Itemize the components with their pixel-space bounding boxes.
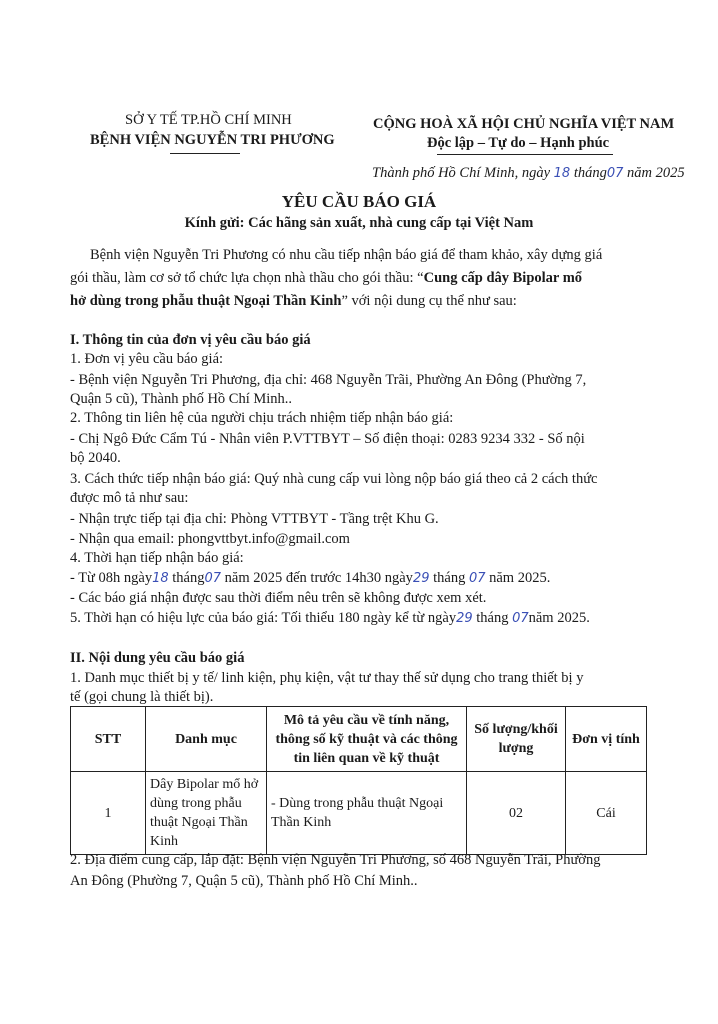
intro-text: gói thầu, làm cơ sở tổ chức lựa chọn nhà thầu cho gói thầu: “ xyxy=(70,270,424,286)
deadline-month-2: 07 xyxy=(468,571,486,586)
s1-line-12 xyxy=(70,569,550,588)
table-header-row xyxy=(71,707,647,772)
validity-year: năm 2025. xyxy=(528,610,590,626)
deadline-month-label-2: tháng xyxy=(433,570,466,586)
s1-line-2: - Bệnh viện Nguyễn Tri Phương, địa chỉ: 468 Nguyễn Trãi, Phường An Đông (Phường 7, xyxy=(70,372,587,388)
s2-line-2: tế (gọi chung là thiết bị). xyxy=(70,689,214,705)
section-1-heading: I. Thông tin của đơn vị yêu cầu báo giá xyxy=(70,332,311,348)
intro-line-3 xyxy=(70,292,517,311)
col-header-item: Danh mục xyxy=(146,707,267,772)
section-2-heading: II. Nội dung yêu cầu báo giá xyxy=(70,650,245,666)
deadline-month-label-1: tháng xyxy=(172,570,205,586)
deadline-day-2: 29 xyxy=(412,571,430,586)
cell-quantity: 02 xyxy=(467,772,566,855)
col-header-unit: Đơn vị tính xyxy=(566,707,647,772)
col-header-quantity: Số lượng/khối lượng xyxy=(467,707,566,772)
deadline-day-1: 18 xyxy=(152,571,169,586)
package-name-part1: Cung cấp dây Bipolar mổ xyxy=(423,270,583,286)
deadline-from: - Từ 08h ngày xyxy=(70,570,153,586)
col-header-stt: STT xyxy=(71,707,146,772)
validity-day: 29 xyxy=(456,611,473,626)
deadline-year: năm 2025. xyxy=(489,570,551,586)
requirements-table xyxy=(70,706,647,855)
intro-line-2 xyxy=(70,269,582,288)
validity-text: 5. Thời hạn có hiệu lực của báo giá: Tối thiểu 180 ngày kể từ ngày xyxy=(70,610,457,626)
deadline-month-1: 07 xyxy=(204,571,222,586)
motto: Độc lập – Tự do – Hạnh phúc xyxy=(427,135,610,151)
cell-unit: Cái xyxy=(566,772,647,855)
intro-line-1: Bệnh viện Nguyễn Tri Phương có nhu cầu tiếp nhận báo giá để tham khảo, xây dựng giá xyxy=(90,247,603,263)
department-name: SỞ Y TẾ TP.HỒ CHÍ MINH xyxy=(125,112,292,128)
s1-line-13: - Các báo giá nhận được sau thời điểm nêu trên sẽ không được xem xét. xyxy=(70,590,487,606)
date-month-handwritten: 07 xyxy=(606,166,624,181)
s1-line-11: 4. Thời hạn tiếp nhận báo giá: xyxy=(70,550,244,566)
date-day-handwritten: 18 xyxy=(553,166,571,181)
s1-line-9: - Nhận trực tiếp tại địa chỉ: Phòng VTTBYT - Tầng trệt Khu G. xyxy=(70,511,439,527)
date-year: năm 2025 xyxy=(627,165,685,181)
s1-line-3: Quận 5 cũ), Thành phố Hồ Chí Minh.. xyxy=(70,391,293,407)
validity-month: 07 xyxy=(512,611,529,626)
hospital-underline xyxy=(170,153,240,154)
package-name-part2: hở dùng trong phẫu thuật Ngoại Thần Kinh xyxy=(70,293,342,309)
validity-month-label: tháng xyxy=(476,610,509,626)
s1-line-5: - Chị Ngô Đức Cẩm Tú - Nhân viên P.VTTBYT – Số điện thoại: 0283 9234 332 - Số nội xyxy=(70,431,585,447)
s1-line-7: 3. Cách thức tiếp nhận báo giá: Quý nhà cung cấp vui lòng nộp báo giá theo cả 2 cách thức xyxy=(70,471,598,487)
date-month-label: tháng xyxy=(573,165,607,181)
s2-line-1: 1. Danh mục thiết bị y tế/ linh kiện, phụ kiện, vật tư thay thế sử dụng cho trang thiết bị y xyxy=(70,670,584,686)
cell-item: Dây Bipolar mổ hở dùng trong phẫu thuật Ngoại Thần Kinh xyxy=(146,772,267,855)
motto-underline xyxy=(437,154,613,155)
cell-stt: 1 xyxy=(71,772,146,855)
s2-line-3: 2. Địa điểm cung cấp, lắp đặt: Bệnh viện Nguyễn Tri Phương, số 468 Nguyễn Trãi, Phường xyxy=(70,852,601,868)
table-row xyxy=(71,772,647,855)
date-line xyxy=(372,164,685,183)
country-name: CỘNG HOÀ XÃ HỘI CHỦ NGHĨA VIỆT NAM xyxy=(373,116,675,132)
s1-line-6: bộ 2040. xyxy=(70,450,121,466)
document-title: YÊU CẦU BÁO GIÁ xyxy=(281,192,437,211)
cell-description: - Dùng trong phẫu thuật Ngoại Thần Kinh xyxy=(267,772,467,855)
col-header-description: Mô tả yêu cầu về tính năng, thông số kỹ thuật và các thông tin liên quan về kỹ thuật xyxy=(267,707,467,772)
s1-line-1: 1. Đơn vị yêu cầu báo giá: xyxy=(70,351,224,367)
date-prefix: Thành phố Hồ Chí Minh, ngày xyxy=(372,165,551,181)
s1-line-14 xyxy=(70,609,590,628)
intro-tail: ” với nội dung cụ thể như sau: xyxy=(341,293,517,309)
s1-line-10: - Nhận qua email: phongvttbyt.info@gmail.com xyxy=(70,531,350,547)
s2-line-4: An Đông (Phường 7, Quận 5 cũ), Thành phố Hồ Chí Minh.. xyxy=(70,873,418,889)
recipient-line: Kính gửi: Các hãng sản xuất, nhà cung cấp tại Việt Nam xyxy=(184,215,534,231)
deadline-until: năm 2025 đến trước 14h30 ngày xyxy=(224,570,413,586)
hospital-name: BỆNH VIỆN NGUYỄN TRI PHƯƠNG xyxy=(90,132,335,148)
s1-line-8: được mô tả như sau: xyxy=(70,490,189,506)
s1-line-4: 2. Thông tin liên hệ của người chịu trách nhiệm tiếp nhận báo giá: xyxy=(70,410,454,426)
